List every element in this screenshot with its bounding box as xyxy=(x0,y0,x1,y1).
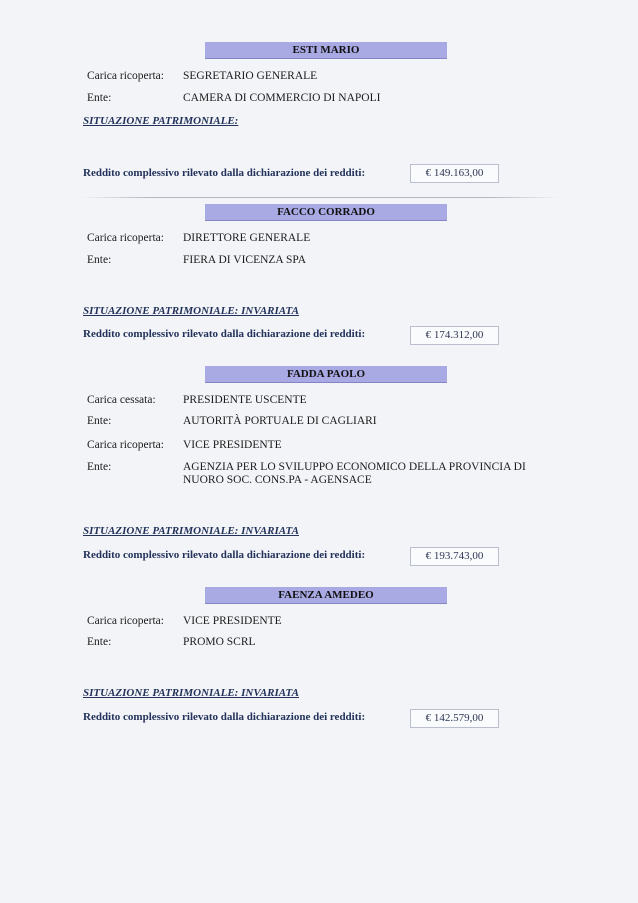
row-value: CAMERA DI COMMERCIO DI NAPOLI xyxy=(183,92,381,104)
reddito-amount: € 142.579,00 xyxy=(410,709,499,728)
situazione-patrimoniale: SITUAZIONE PATRIMONIALE: INVARIATA xyxy=(83,687,299,699)
reddito-amount: € 149.163,00 xyxy=(410,164,499,183)
row-label: Carica cessata: xyxy=(87,394,156,406)
person-name-bar: FAENZA AMEDEO xyxy=(205,587,447,604)
row-value: DIRETTORE GENERALE xyxy=(183,232,311,244)
reddito-amount: € 193.743,00 xyxy=(410,547,499,566)
reddito-amount: € 174.312,00 xyxy=(410,326,499,345)
row-value: PRESIDENTE USCENTE xyxy=(183,394,307,406)
row-label: Ente: xyxy=(87,415,112,427)
person-name-bar: ESTI MARIO xyxy=(205,42,447,59)
person-name-bar: FADDA PAOLO xyxy=(205,366,447,383)
situazione-patrimoniale: SITUAZIONE PATRIMONIALE: INVARIATA xyxy=(83,305,299,317)
situazione-patrimoniale: SITUAZIONE PATRIMONIALE: INVARIATA xyxy=(83,525,299,537)
row-value: PROMO SCRL xyxy=(183,636,256,648)
situazione-patrimoniale: SITUAZIONE PATRIMONIALE: xyxy=(83,115,239,127)
reddito-label: Reddito complessivo rilevato dalla dichiarazione dei redditi: xyxy=(83,549,366,561)
row-value: VICE PRESIDENTE xyxy=(183,439,282,451)
reddito-label: Reddito complessivo rilevato dalla dichiarazione dei redditi: xyxy=(83,328,366,340)
separator-line xyxy=(80,197,560,198)
row-label: Carica ricoperta: xyxy=(87,70,164,82)
row-value: VICE PRESIDENTE xyxy=(183,615,282,627)
row-label: Carica ricoperta: xyxy=(87,439,164,451)
reddito-label: Reddito complessivo rilevato dalla dichiarazione dei redditi: xyxy=(83,711,366,723)
row-value: AUTORITÀ PORTUALE DI CAGLIARI xyxy=(183,415,377,427)
row-label: Carica ricoperta: xyxy=(87,232,164,244)
person-name-bar: FACCO CORRADO xyxy=(205,204,447,221)
row-label: Ente: xyxy=(87,254,112,266)
reddito-label: Reddito complessivo rilevato dalla dichiarazione dei redditi: xyxy=(83,167,366,179)
row-label: Carica ricoperta: xyxy=(87,615,164,627)
row-value: AGENZIA PER LO SVILUPPO ECONOMICO DELLA PROVINCIA DI NUORO SOC. CONS.PA - AGENSACE xyxy=(183,461,526,486)
row-label: Ente: xyxy=(87,461,112,473)
row-value: FIERA DI VICENZA SPA xyxy=(183,254,307,266)
row-label: Ente: xyxy=(87,636,112,648)
row-value: SEGRETARIO GENERALE xyxy=(183,70,318,82)
row-label: Ente: xyxy=(87,92,112,104)
